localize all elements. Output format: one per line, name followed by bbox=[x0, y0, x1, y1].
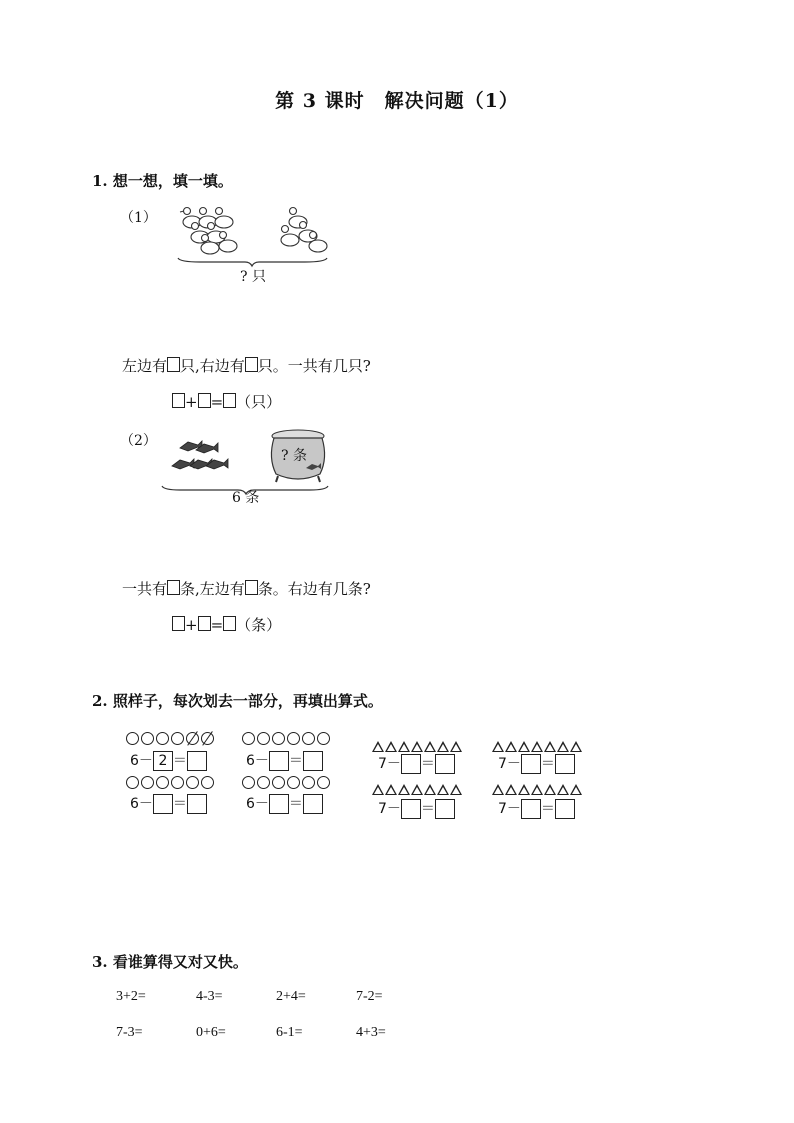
calc-item: 4+3= bbox=[356, 1025, 386, 1040]
triangle-group bbox=[372, 780, 463, 799]
q1-part2-number: （2） bbox=[120, 433, 157, 449]
answer-box[interactable] bbox=[198, 616, 211, 631]
answer-box[interactable] bbox=[521, 799, 541, 819]
q1-part1-formula: + = （只） bbox=[172, 391, 281, 412]
answer-box[interactable] bbox=[555, 754, 575, 774]
equation-row: 6－ ＝ bbox=[246, 793, 323, 814]
question-1-heading: 1. 想一想，填一填。 bbox=[92, 172, 233, 190]
answer-box[interactable] bbox=[172, 393, 185, 408]
page-title: 第 3 课时 解决问题（1） bbox=[275, 90, 519, 112]
answer-box[interactable] bbox=[187, 794, 207, 814]
calc-item: 3+2= bbox=[116, 989, 146, 1004]
q1-part1-number: （1） bbox=[120, 210, 157, 226]
circle-group bbox=[242, 774, 332, 793]
equation-row: 6－ ＝ bbox=[130, 793, 207, 814]
calc-item: 0+6= bbox=[196, 1025, 226, 1040]
circle-group bbox=[126, 774, 216, 793]
equation-row: 7－ ＝ bbox=[378, 798, 455, 819]
answer-box[interactable] bbox=[223, 393, 236, 408]
answer-box[interactable] bbox=[269, 794, 289, 814]
answer-box[interactable] bbox=[521, 754, 541, 774]
answer-box[interactable] bbox=[198, 393, 211, 408]
answer-box[interactable] bbox=[187, 751, 207, 771]
answer-box[interactable] bbox=[303, 794, 323, 814]
answer-box[interactable] bbox=[269, 751, 289, 771]
equation-row: 7－ ＝ bbox=[378, 753, 455, 774]
q1-part1-question: 左边有 只,右边有 只。一共有几只? bbox=[122, 357, 371, 375]
triangle-group bbox=[492, 780, 583, 799]
answer-box[interactable] bbox=[435, 754, 455, 774]
crossed-circle bbox=[201, 732, 214, 745]
equation-row: 7－ ＝ bbox=[498, 798, 575, 819]
answer-box[interactable] bbox=[303, 751, 323, 771]
question-3-heading: 3. 看谁算得又对又快。 bbox=[92, 953, 248, 971]
answer-box[interactable] bbox=[245, 357, 258, 372]
calc-item: 7-3= bbox=[116, 1025, 143, 1040]
example-equation: 6－ 2 ＝ bbox=[130, 750, 207, 771]
calc-item: 7-2= bbox=[356, 989, 383, 1004]
q1-part2-formula: + = （条） bbox=[172, 614, 281, 635]
fish-brace-label: 6 条 bbox=[232, 490, 260, 506]
answer-box[interactable] bbox=[167, 580, 180, 595]
crossed-circle bbox=[186, 732, 199, 745]
geese-brace-label: ? 只 bbox=[240, 269, 266, 285]
calc-item: 4-3= bbox=[196, 989, 223, 1004]
answer-box[interactable] bbox=[401, 754, 421, 774]
answer-box[interactable] bbox=[555, 799, 575, 819]
equation-row: 6－ ＝ bbox=[246, 750, 323, 771]
answer-box[interactable] bbox=[245, 580, 258, 595]
answer-box[interactable] bbox=[153, 794, 173, 814]
calc-item: 2+4= bbox=[276, 989, 306, 1004]
circle-group bbox=[242, 730, 332, 749]
circle-group bbox=[126, 730, 216, 749]
answer-box[interactable] bbox=[167, 357, 180, 372]
answer-box[interactable] bbox=[401, 799, 421, 819]
example-answer-box: 2 bbox=[153, 751, 173, 771]
answer-box[interactable] bbox=[435, 799, 455, 819]
question-2-heading: 2. 照样子，每次划去一部分，再填出算式。 bbox=[92, 692, 383, 710]
equation-row: 7－ ＝ bbox=[498, 753, 575, 774]
answer-box[interactable] bbox=[172, 616, 185, 631]
calc-item: 6-1= bbox=[276, 1025, 303, 1040]
answer-box[interactable] bbox=[223, 616, 236, 631]
pot-label: ? 条 bbox=[281, 448, 307, 464]
q1-part2-question: 一共有 条,左边有 条。右边有几条? bbox=[122, 580, 371, 598]
